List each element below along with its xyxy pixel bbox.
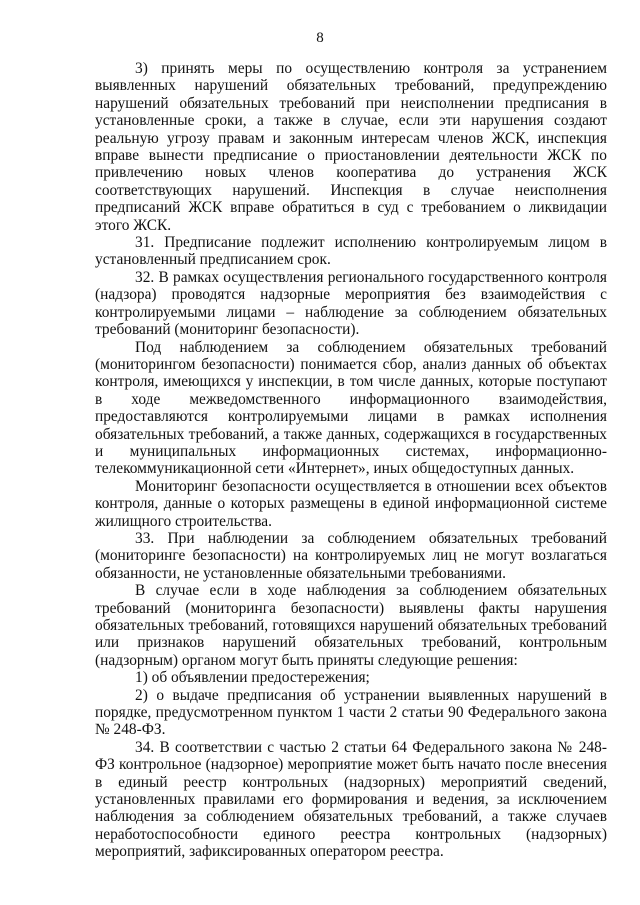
paragraph-31: 31. Предписание подлежит исполнению контролируемым лицом в установленный предписанием срок. bbox=[95, 234, 607, 269]
paragraph-violation-decisions: В случае если в ходе наблюдения за соблюдением обязательных требований (мониторинга безопасности) выявлены факты нарушения обязательных требований, готовящихся нарушений обязательных требований или признаков нарушений обязательных требований, контрольным (надзорным) органом могут быть приняты следующие решения: bbox=[95, 582, 607, 669]
paragraph-33: 33. При наблюдении за соблюдением обязательных требований (мониторинге безопасности) на контролируемых лиц не могут возлагаться обязанности, не установленные обязательными требованиями. bbox=[95, 529, 607, 582]
paragraph-monitoring-definition: Под наблюдением за соблюдением обязательных требований (мониторингом безопасности) понимается сбор, анализ данных об объектах контроля, имеющихся у инспекции, в том числе данных, которые поступают в ходе межведомственного информационного взаимодействия, предоставляются контролируемыми лицами в рамках исполнения обязательных требований, а также данных, содержащихся в государственных и муниципальных информационных системах, информационно-телекоммуникационной сети «Интернет», иных общедоступных данных. bbox=[95, 338, 607, 478]
document-body bbox=[95, 60, 607, 861]
paragraph-decision-1: 1) об объявлении предостережения; bbox=[135, 669, 370, 687]
paragraph-monitoring-scope: Мониторинг безопасности осуществляется в отношении всех объектов контроля, данные о которых размещены в единой информационной системе жилищного строительства. bbox=[95, 477, 607, 530]
paragraph-decision-2: 2) о выдаче предписания об устранении выявленных нарушений в порядке, предусмотренном пунктом 1 части 2 статьи 90 Федерального закона № 248-ФЗ. bbox=[95, 686, 607, 739]
page-number: 8 bbox=[316, 30, 324, 46]
paragraph-32: 32. В рамках осуществления регионального государственного контроля (надзора) проводятся надзорные мероприятия без взаимодействия с контролируемыми лицами – наблюдение за соблюдением обязательных требований (мониторинг безопасности). bbox=[95, 268, 607, 339]
paragraph-34: 34. В соответствии с частью 2 статьи 64 Федерального закона № 248-ФЗ контрольное (надзорное) мероприятие может быть начато после внесения в единый реестр контрольных (надзорных) мероприятий сведений, установленных правилами его формирования и ведения, за исключением наблюдения за соблюдением обязательных требований, а также случаев неработоспособности единого реестра контрольных (надзорных) мероприятий, зафиксированных оператором реестра. bbox=[95, 738, 607, 861]
paragraph-item-3: 3) принять меры по осуществлению контроля за устранением выявленных нарушений обязательных требований, предупреждению нарушений обязательных требований при неисполнении предписания в установленные сроки, а также в случае, если эти нарушения создают реальную угрозу правам и законным интересам членов ЖСК, инспекция вправе вынести предписание о приостановлении деятельности ЖСК по привлечению новых членов кооператива до устранения ЖСК соответствующих нарушений. Инспекция в случае неисполнения предписаний ЖСК вправе обратиться в суд с требованием о ликвидации этого ЖСК. bbox=[95, 60, 607, 234]
